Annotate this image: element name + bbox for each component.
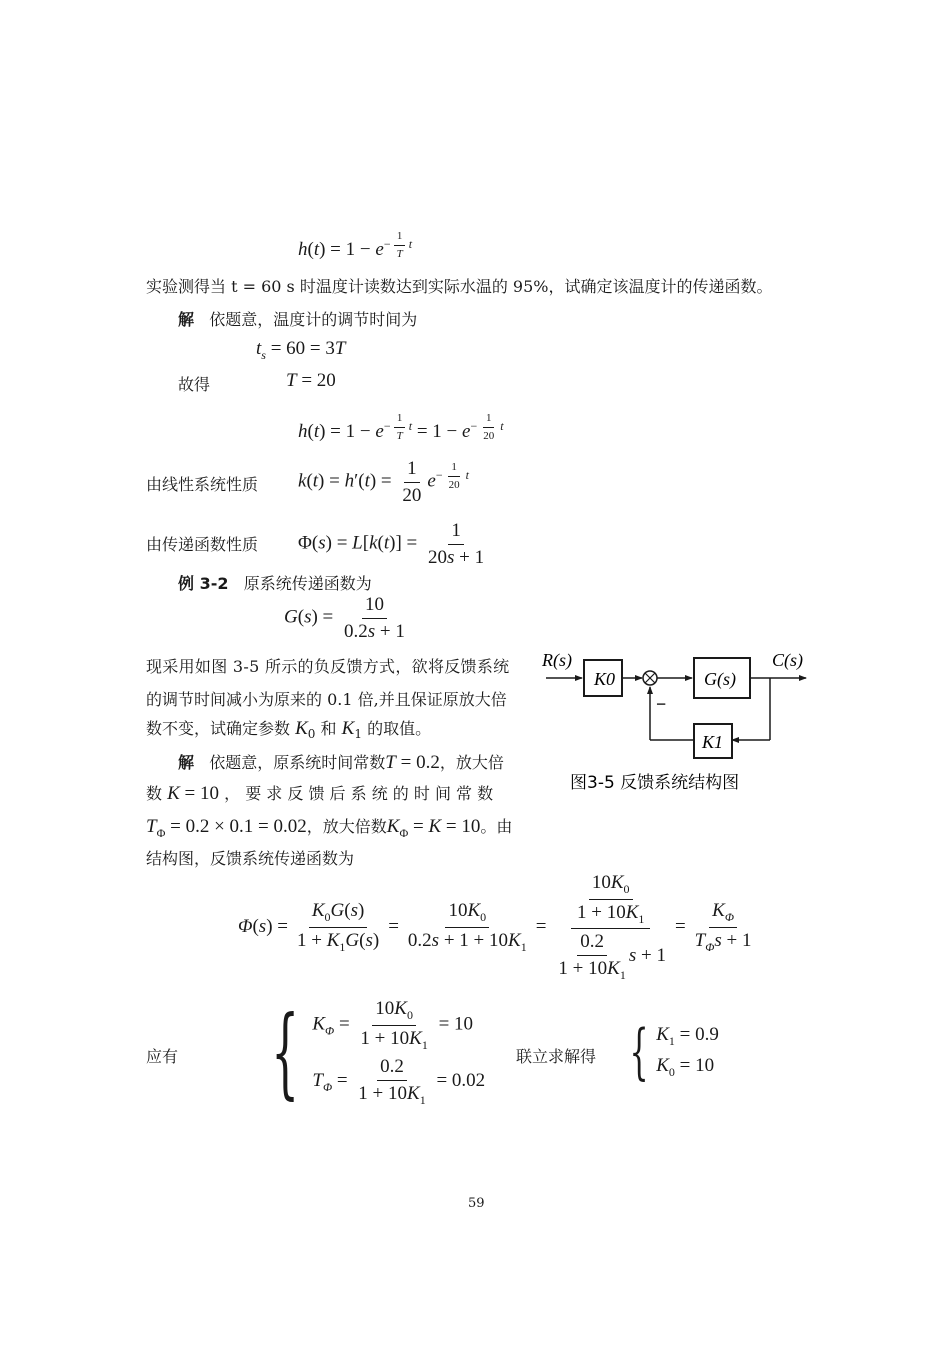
solution-1-text: 依题意，温度计的调节时间为: [209, 310, 418, 329]
equation-phi-big: Φ ( s ) = $\frac{K_0G(s)}{1 + K_1G(s)}$ = $\frac{10K_0}{0.2s + 1 + 10K_1}$ = $\frac{10K_0}{1 + 10K_1}$ $\frac{0.2}{1 + 10K_1}$ s + 1 = $\frac{K_\Phi}{T_\Phi s + 1}$: [238, 872, 752, 982]
output-label: C(s): [772, 650, 803, 670]
feedback-block-diagram: [538, 644, 818, 794]
example-label: 例 3-2: [178, 574, 229, 593]
solution-2-line-4: 结构图，反馈系统传递函数为: [146, 849, 355, 868]
sol2-l1a: 依题意，原系统时间常数: [209, 753, 386, 772]
input-label: R(s): [542, 650, 572, 670]
example-line: [178, 571, 372, 594]
solve-label: 联立求解得: [516, 1047, 597, 1066]
sol2-l3d: 。由: [480, 817, 513, 836]
example-text: 原系统传递函数为: [243, 574, 372, 593]
para2-l3b: 和: [320, 719, 337, 738]
equation-h-step: $h(t) = 1 - e^{- \frac{1}{T} t}$: [298, 230, 413, 261]
para2-l3c: 的取值。: [367, 719, 432, 738]
block-k0-label: K0: [594, 669, 616, 689]
sol2-l1c: ，放大倍: [439, 753, 504, 772]
minus-sign: −: [656, 694, 667, 714]
solution-2-line-2: 数 K = 10 ， 要 求 反 馈 后 系 统 的 时 间 常 数: [146, 783, 494, 804]
paragraph-2-line-1: 现采用如图 3-5 所示的负反馈方式，欲将反馈系统: [146, 657, 510, 676]
should-have-label: 应有: [146, 1047, 179, 1066]
equation-results: { $K_1 = 0.9$ $K_0 = 10$: [629, 1017, 719, 1087]
block-k1-label: K1: [702, 732, 724, 752]
solution-2-line-1: 解 依题意，原系统时间常数T = 0.2，放大倍: [178, 752, 504, 773]
linear-property-label: 由线性系统性质: [146, 475, 259, 494]
equation-h-expanded: $h(t) = 1 - e^{- \frac{1}{T} t} = 1 - e^{- \frac{1}{20} t}$: [298, 412, 504, 443]
equation-k: k(t) = h′(t) = $\frac{1}{20}$ $e^{- \frac{1}{20} t}$: [298, 458, 469, 506]
paragraph-2-line-2: 的调节时间减小为原来的 0.1 倍,并且保证原放大倍: [146, 690, 507, 709]
equation-system-conditions: { $K_\Phi$ = $\frac{10K_0}{1 + 10K_1}$ = 10 $T_\Phi$ = $\frac{0.2}{1 + 10K_1}$ = 0.02: [271, 995, 486, 1110]
solution-2-line-3: $T_\Phi = 0.2 \times 0.1 = 0.02$，放大倍数$K_\Phi = K = 10$。由: [146, 816, 513, 840]
therefore-label: 故得: [178, 375, 211, 394]
para2-l3a: 数不变，试确定参数: [146, 719, 291, 738]
equation-phi-1: Φ(s) = L[k(t)] = $\frac{1}{20s + 1}$: [298, 520, 485, 568]
equation-G: G(s) = $\frac{10}{0.2s + 1}$: [284, 594, 405, 642]
solution-1-label: 解: [178, 310, 195, 329]
paragraph-1: 实验测得当 t = 60 s 时温度计读数达到实际水温的 95%，试确定该温度计的传递函数。: [146, 277, 773, 296]
page-number: 59: [468, 1196, 485, 1211]
sol2-l3b: ，放大倍数: [306, 817, 387, 836]
sol2-l2a: 数: [146, 784, 163, 803]
sol2-l2c: ， 要 求 反 馈 后 系 统 的 时 间 常 数: [224, 784, 494, 803]
equation-ts: $t_s = 60 = 3T$: [256, 338, 346, 362]
block-g-label: G(s): [704, 669, 736, 689]
solution-1-line: [178, 307, 417, 330]
transfer-property-label: 由传递函数性质: [146, 535, 259, 554]
solution-2-label: 解: [178, 753, 195, 772]
paragraph-2-line-3: 数不变，试确定参数 $K_0$ 和 $K_1$ 的取值。: [146, 718, 432, 742]
equation-T: T = 20: [286, 370, 336, 391]
figure-caption: 图3-5 反馈系统结构图: [570, 773, 740, 793]
